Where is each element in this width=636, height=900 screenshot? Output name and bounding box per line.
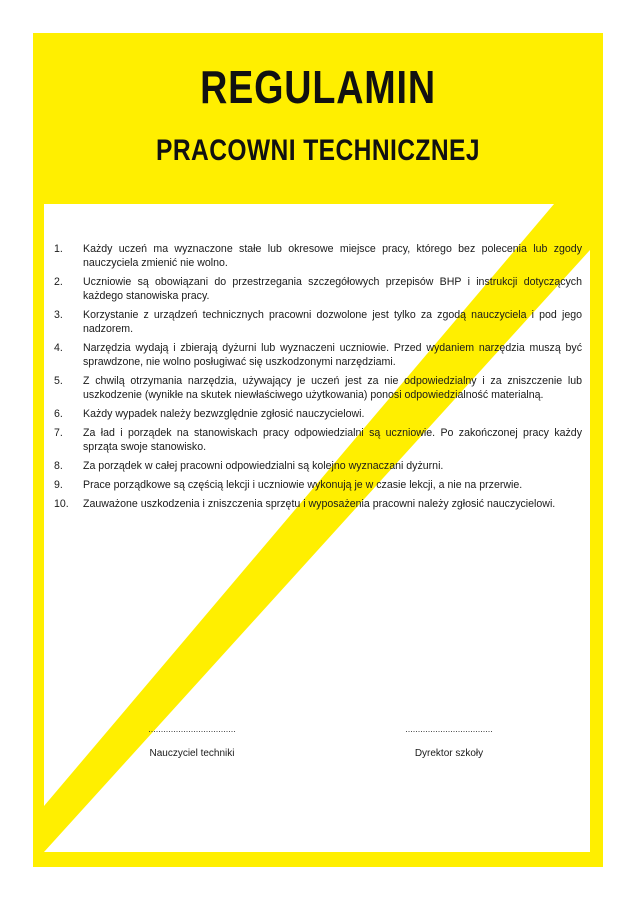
rule-text: Prace porządkowe są częścią lekcji i uczniowie wykonują je w czasie lekcji, a nie na przerwie. <box>83 479 523 491</box>
poster-sign <box>33 33 603 867</box>
rule-number: 10. <box>54 498 69 510</box>
rule-number: 9. <box>54 479 63 491</box>
rule-number: 2. <box>54 276 63 288</box>
rule-text: Każdy wypadek należy bezwzględnie zgłosić nauczycielowi. <box>83 408 365 420</box>
rule-text: Korzystanie z urządzeń technicznych pracowni dozwolone jest tylko za zgodą nauczyciela i pod jego nadzorem. <box>83 309 582 335</box>
rules-panel <box>44 204 590 852</box>
poster-subtitle: PRACOWNI TECHNICZNEJ <box>156 134 480 167</box>
rule-text: Narzędzia wydają i zbierają dyżurni lub wyznaczeni uczniowie. Przed wydaniem narzędzia muszą być sprawdzone, nie wolno posługiwać się uszkodzonymi narzędziami. <box>83 342 582 368</box>
signature-line: ................................... <box>148 724 236 734</box>
rule-item <box>44 478 590 492</box>
rule-item <box>44 374 590 402</box>
rule-number: 3. <box>54 309 63 321</box>
rule-number: 8. <box>54 460 63 472</box>
director-signature <box>369 724 529 759</box>
director-signature-label: Dyrektor szkoły <box>414 748 484 759</box>
teacher-signature-label: Nauczyciel techniki <box>149 748 235 759</box>
rule-number: 5. <box>54 375 63 387</box>
poster-title: REGULAMIN <box>200 61 436 113</box>
rules-list <box>44 242 590 516</box>
rule-item <box>44 308 590 336</box>
rule-text: Zauważone uszkodzenia i zniszczenia sprzętu i wyposażenia pracowni należy zgłosić nauczycielowi. <box>83 498 556 510</box>
rule-number: 6. <box>54 408 63 420</box>
rule-item <box>44 407 590 421</box>
rule-number: 7. <box>54 427 63 439</box>
rule-text: Uczniowie są obowiązani do przestrzegania szczegółowych przepisów BHP i instrukcji dotyczących każdego stanowiska pracy. <box>83 276 582 302</box>
rule-item <box>44 459 590 473</box>
rule-item <box>44 341 590 369</box>
rule-item <box>44 426 590 454</box>
rule-item <box>44 242 590 270</box>
rule-number: 4. <box>54 342 63 354</box>
rule-number: 1. <box>54 243 63 255</box>
signature-line: ................................... <box>405 724 493 734</box>
rule-text: Z chwilą otrzymania narzędzia, używający je uczeń jest za nie odpowiedzialny i za zniszczenie lub uszkodzenie (wynikłe na skutek niewłaściwego użytkowania) ponosi odpowiedzialność materialną. <box>83 375 582 401</box>
rule-item <box>44 275 590 303</box>
teacher-signature <box>112 724 272 759</box>
rule-text: Za ład i porządek na stanowiskach pracy odpowiedzialni są uczniowie. Po zakończonej pracy każdy sprząta swoje stanowisko. <box>83 427 582 453</box>
rule-text: Każdy uczeń ma wyznaczone stałe lub okresowe miejsce pracy, którego bez polecenia lub zgody nauczyciela zmienić nie wolno. <box>83 243 582 269</box>
rule-item <box>44 497 590 511</box>
rule-text: Za porządek w całej pracowni odpowiedzialni są kolejno wyznaczani dyżurni. <box>83 460 444 472</box>
